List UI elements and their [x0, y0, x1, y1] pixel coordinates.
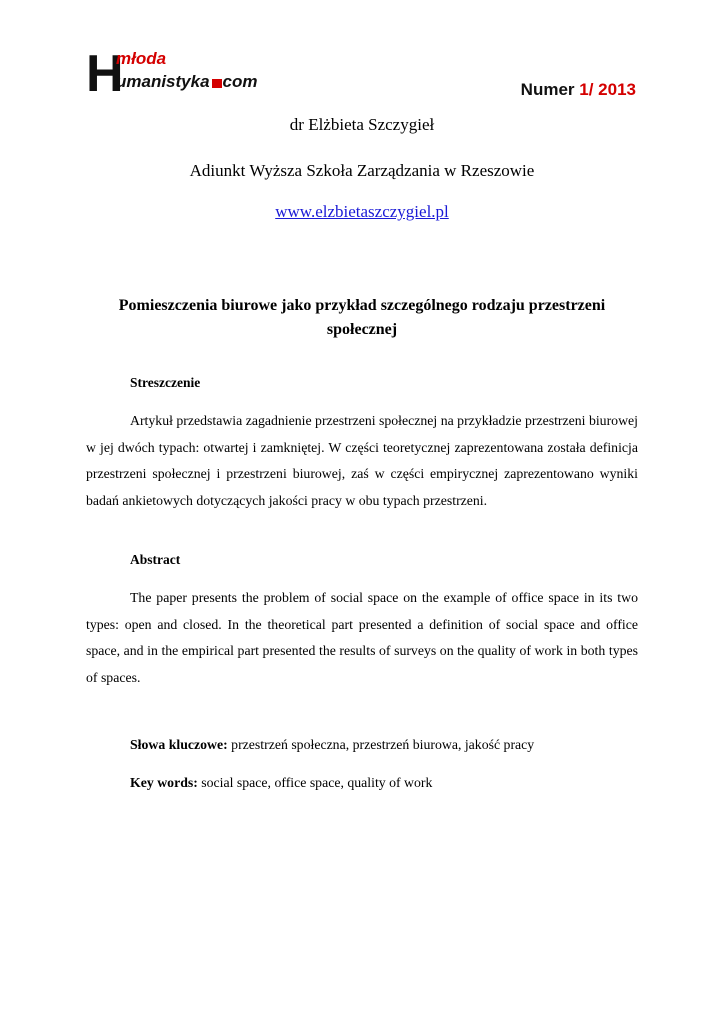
streszczenie-heading: Streszczenie	[130, 375, 201, 390]
author-website-link[interactable]: www.elzbietaszczygiel.pl	[275, 202, 449, 221]
logo-bottom-word	[116, 73, 258, 91]
logo-dot	[212, 79, 222, 88]
author-name: dr Elżbieta Szczygieł	[289, 115, 435, 134]
streszczenie-text: Artykuł przedstawia zagadnienie przestrzeni społecznej na przykładzie przestrzeni biurowej w jej dwóch typach: otwartej i zamkniętej. W części teoretycznej zaprezentowana została definicja przestrzeni społecznej i przestrzeni biurowej, zaś w części empirycznej zaprezentowano wyniki badań ankietowych dotyczących jakości pracy w obu typach przestrzeni.	[86, 413, 638, 508]
abstract-text: The paper presents the problem of social space on the example of office space in its two types: open and closed. In the theoretical part presented a definition of social space and office space, and in the empirical part presented the results of surveys on the quality of work in both types of spaces.	[86, 590, 638, 685]
abstract-heading: Abstract	[130, 552, 181, 567]
logo-top-word: młoda	[116, 49, 167, 68]
logo-letter: H	[86, 45, 122, 103]
journal-logo	[86, 44, 316, 102]
author-affiliation: Adiunkt Wyższa Szkoła Zarządzania w Rzeszowie	[189, 161, 535, 180]
keywords-pl-value: przestrzeń społeczna, przestrzeń biurowa, jakość pracy	[227, 737, 535, 752]
keywords-en-value: social space, office space, quality of work	[197, 775, 433, 790]
logo-bottom-text: umanistyka	[116, 72, 210, 91]
logo-suffix: com	[222, 72, 258, 91]
issue-label: Numer	[520, 80, 575, 99]
keywords-pl-label: Słowa kluczowe:	[130, 737, 228, 752]
keywords-en	[130, 775, 432, 791]
issue-number	[521, 80, 636, 100]
article-title: Pomieszczenia biurowe jako przykład szczególnego rodzaju przestrzeni społecznej	[118, 297, 606, 338]
keywords-en-label: Key words:	[130, 775, 198, 790]
keywords-pl	[130, 737, 534, 753]
issue-value: 1/ 2013	[579, 80, 636, 99]
